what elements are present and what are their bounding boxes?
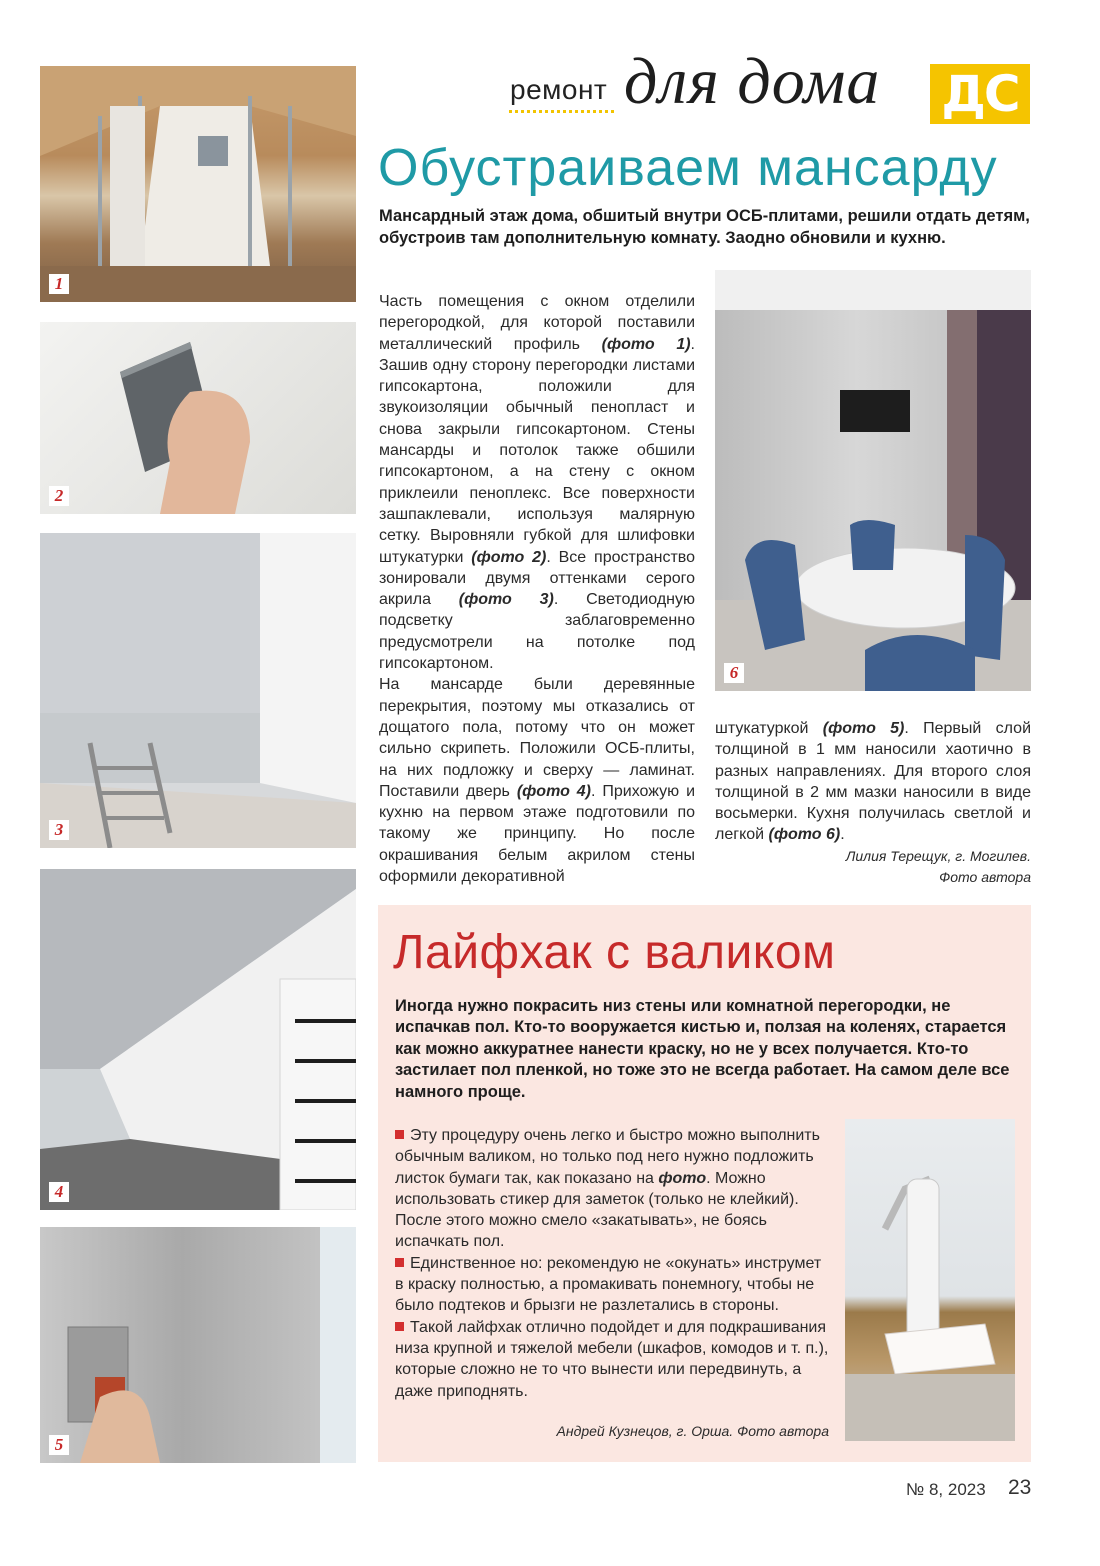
- article-paragraph: [379, 291, 695, 674]
- bullet-square-icon: [395, 1130, 404, 1139]
- photo-room-door-art: [40, 869, 356, 1210]
- section-underline: [509, 110, 614, 113]
- photo-attic-framing-art: [40, 66, 356, 302]
- photo-grey-room-art: [40, 533, 356, 848]
- photo-number: 1: [49, 274, 69, 294]
- photo-number: 2: [49, 486, 69, 506]
- text-run: . Зашив одну сторону перегородки листами гипсокартона, положили для звукоизоляции обычный пенопласт и снова закрыли гипсокартоном. Стены мансарды и потолок также обшили гипсокартоном, а на стену с окном приклеили пеноплекс. Все поверхности зашпаклевали, используя малярную сетку. Выровняли губкой для шлифовки штукатурки: [379, 335, 695, 566]
- text-run: .: [840, 826, 845, 844]
- photo-room-door: [40, 869, 356, 1210]
- photo-ref: (фото 4): [516, 782, 592, 800]
- photo-kitchen: [715, 270, 1031, 691]
- text-run: На мансарде были деревянные перекрытия, поэтому мы отказались от дощатого пола, потому что он может сильно скрипеть. Положили ОСБ-плиты, на них подложку и сверху — ламинат. Поставили дверь: [379, 676, 695, 800]
- photo-ref: (фото 5): [822, 720, 905, 737]
- photo-sanding-sponge-art: [40, 322, 356, 514]
- photo-plaster-trowel: [40, 1227, 356, 1463]
- photo-ref: фото: [658, 1169, 707, 1187]
- photo-number: 6: [724, 663, 744, 683]
- article-paragraph: [379, 674, 695, 887]
- text-run: . Светодиодную подсветку заблаговременно предусмотрели на потолке под гипсокартоном.: [379, 591, 695, 673]
- photo-number: 3: [49, 820, 69, 840]
- magazine-logo: ДС: [930, 64, 1030, 124]
- text-run: Единственное но: рекомендую не «окунать» инструмет в краску полностью, а промакивать понемногу, чтобы не было подтеков и брызги не разлетались в стороны.: [395, 1254, 822, 1315]
- lifehack-item: [395, 1317, 829, 1402]
- article-title: Обустраиваем мансарду: [378, 139, 998, 197]
- lifehack-lead: Иногда нужно покрасить низ стены или комнатной перегородки, не испачкав пол. Кто-то вооружается кистью и, ползая на коленях, старается как можно аккуратнее нанести краску, но не у всех получается. Кто-то застилает пол пленкой, но тоже это не всегда работает. На самом деле все намного проще.: [395, 997, 1010, 1101]
- photo-number: 4: [49, 1182, 69, 1202]
- text-run: . Можно использовать стикер для заметок (только не клейкий). После этого можно смело «закатывать», не боясь испачкать пол.: [395, 1169, 799, 1251]
- article-photo-credit: Фото автора: [939, 868, 1031, 885]
- photo-grey-room: [40, 533, 356, 848]
- text-run: . Первый слой толщиной в 1 мм наносили хаотично в разных направлениях. Для второго слоя толщиной в 2 мм мазки наносили в виде восьмерки. Кухня получилась светлой и легкой: [715, 720, 1032, 844]
- lifehack-signature: Андрей Кузнецов, г. Орша. Фото автора: [556, 1423, 829, 1439]
- article-author: Лилия Терещук, г. Могилев.: [845, 847, 1031, 864]
- photo-roller-art: [845, 1119, 1015, 1441]
- photo-number: 5: [49, 1435, 69, 1455]
- text-run: штукатуркой: [715, 720, 823, 737]
- lifehack-title: Лайфхак с валиком: [393, 926, 836, 979]
- photo-sanding-sponge: [40, 322, 356, 514]
- photo-ref: (фото 1): [601, 335, 691, 353]
- article-column-1: [379, 291, 695, 887]
- text-run: . Все пространство зонировали двумя оттенками серого акрила: [379, 548, 696, 609]
- bullet-square-icon: [395, 1258, 404, 1267]
- photo-ref: (фото 6): [768, 826, 841, 844]
- page-number: 23: [1008, 1476, 1032, 1499]
- text-run: Часть помещения с окном отделили перегородкой, для которой поставили металлический профиль: [379, 293, 695, 353]
- photo-plaster-trowel-art: [40, 1227, 356, 1463]
- photo-attic-framing: [40, 66, 356, 302]
- text-run: . Прихожую и кухню на первом этаже подготовили по такому же принципу. Но после окрашивания белым акрилом стены оформили декоративной: [379, 782, 696, 886]
- lifehack-item: [395, 1253, 829, 1317]
- article-column-2: [715, 718, 1031, 888]
- article-lead: Мансардный этаж дома, обшитый внутри ОСБ-плитами, решили отдать детям, обустроив там дополнительную комнату. Заодно обновили и кухню.: [379, 207, 1030, 247]
- lifehack-item: [395, 1125, 829, 1253]
- text-run: Такой лайфхак отлично подойдет и для подкрашивания низа крупной и тяжелой мебели (шкафов, комодов и т. п.), которые сложно не то что вынести или передвинуть, а даже приподнять.: [395, 1318, 829, 1400]
- section-heading: для дома: [624, 45, 881, 118]
- issue-number: № 8, 2023: [906, 1480, 986, 1499]
- photo-roller: [845, 1119, 1015, 1441]
- photo-ref: (фото 2): [471, 548, 547, 566]
- bullet-square-icon: [395, 1322, 404, 1331]
- text-run: Эту процедуру очень легко и быстро можно выполнить обычным валиком, но только под него нужно подложить листок бумаги так, как показано на: [395, 1127, 820, 1187]
- section-label: ремонт: [510, 74, 608, 105]
- article-paragraph: [715, 718, 1031, 846]
- photo-kitchen-art: [715, 270, 1031, 691]
- lifehack-body: [395, 1125, 829, 1402]
- photo-ref: (фото 3): [458, 591, 554, 609]
